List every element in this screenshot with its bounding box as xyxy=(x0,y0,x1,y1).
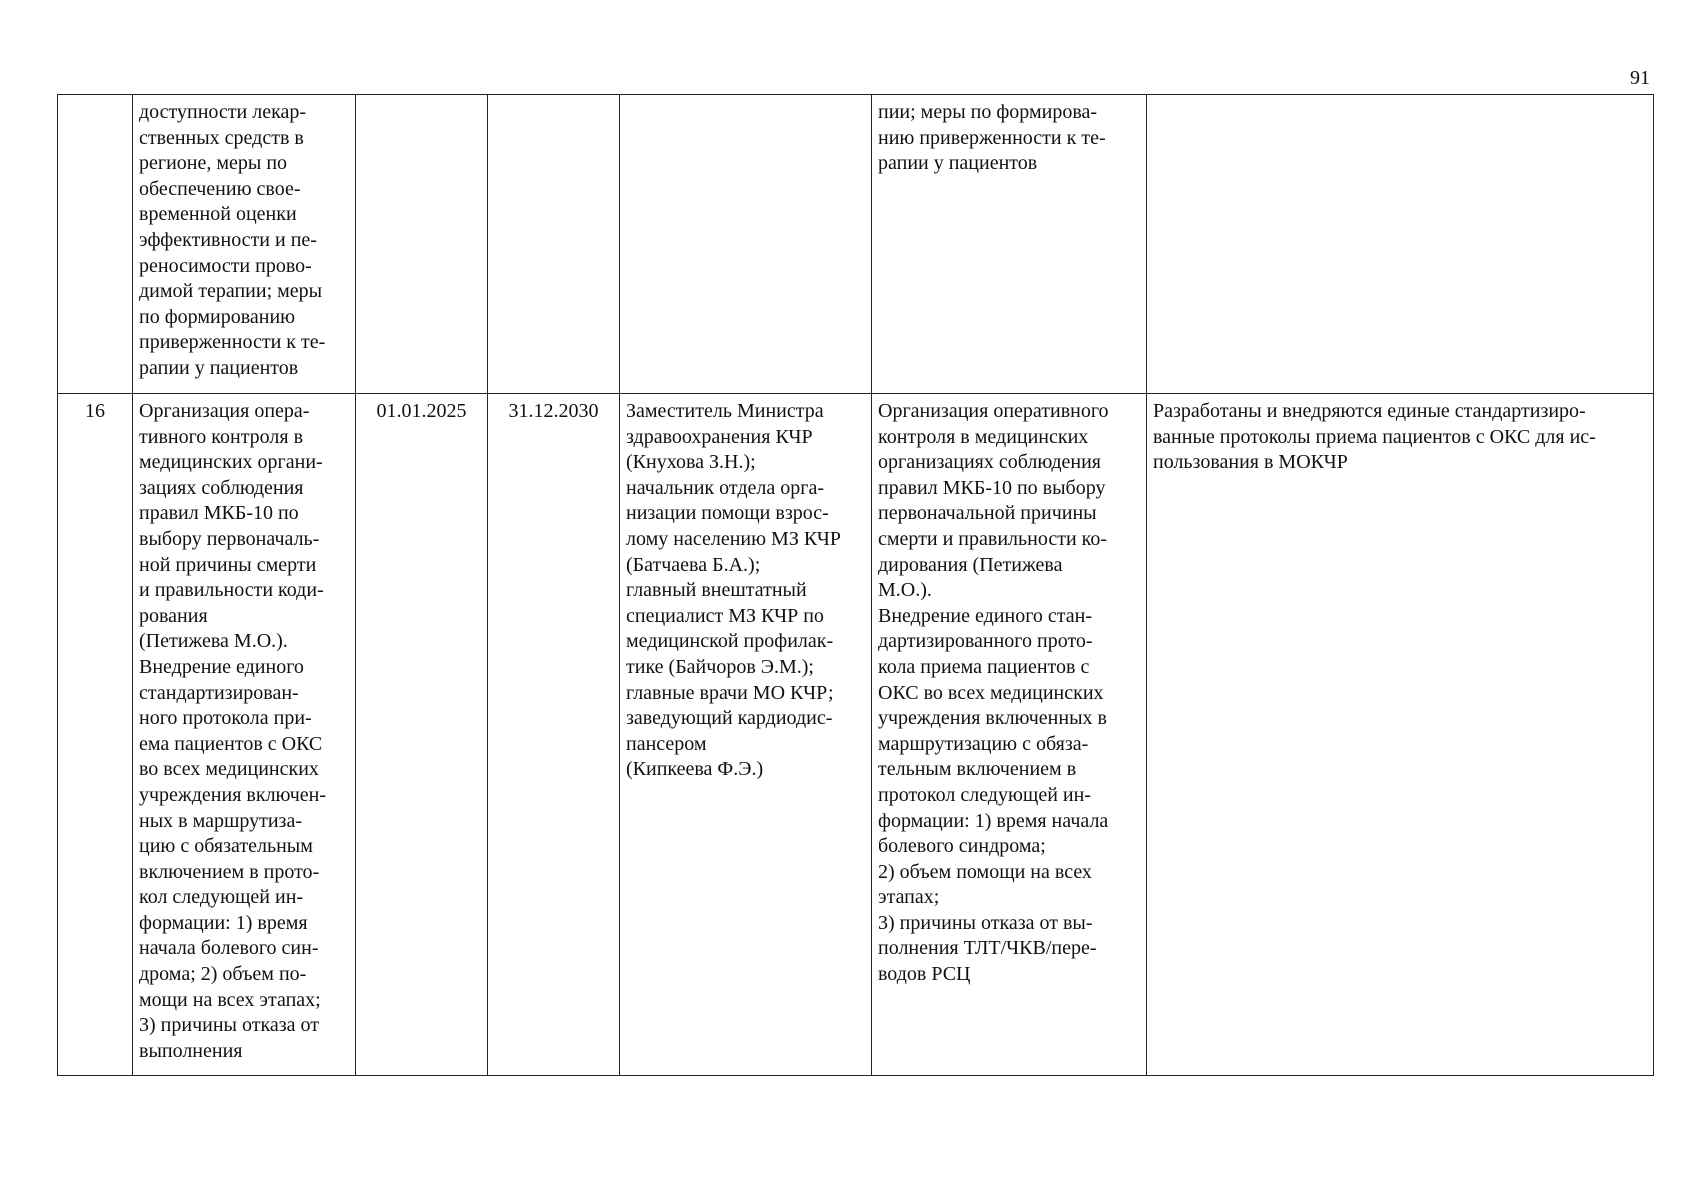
table-row xyxy=(58,95,1654,394)
row-number-cell xyxy=(58,95,133,394)
row-number-cell: 16 xyxy=(58,394,133,1076)
result-cell: Разработаны и внедряются единые стандартизиро- ванные протоколы приема пациентов с ОКС для ис- пользования в МОКЧР xyxy=(1147,394,1654,1076)
start-date-cell xyxy=(356,95,488,394)
responsible-cell: Заместитель Министра здравоохранения КЧР (Кнухова З.Н.); начальник отдела орга- низации помощи взрос- лому населению МЗ КЧР (Батчаева Б.А.); главный внештатный специалист МЗ КЧР по медицинской профилак- тике (Байчоров Э.М.); главные врачи МО КЧР; заведующий кардиодис- пансером (Кипкеева Ф.Э.) xyxy=(620,394,872,1076)
end-date-cell xyxy=(488,95,620,394)
description-cell: пии; меры по формирова- нию приверженности к те- рапии у пациентов xyxy=(872,95,1147,394)
end-date-cell: 31.12.2030 xyxy=(488,394,620,1076)
activity-cell: доступности лекар- ственных средств в регионе, меры по обеспечению свое- временной оценки эффективности и пе- реносимости прово- димой терапии; меры по формированию приверженности к те- рапии у пациентов xyxy=(133,95,356,394)
start-date-cell: 01.01.2025 xyxy=(356,394,488,1076)
responsible-cell xyxy=(620,95,872,394)
table-row xyxy=(58,394,1654,1076)
activity-cell: Организация опера- тивного контроля в медицинских органи- зациях соблюдения правил МКБ-10 по выбору первоначаль- ной причины смерти и правильности коди- рования (Петижева М.О.). Внедрение единого стандартизирован- ного протокола при- ема пациентов с ОКС во всех медицинских учреждения включен- ных в маршрутиза- цию с обязательным включением в прото- кол следующей ин- формации: 1) время начала болевого син- дрома; 2) объем по- мощи на всех этапах; 3) причины отказа от выполнения xyxy=(133,394,356,1076)
measures-table xyxy=(57,94,1654,1076)
result-cell xyxy=(1147,95,1654,394)
description-cell: Организация оперативного контроля в медицинских организациях соблюдения правил МКБ-10 по выбору первоначальной причины смерти и правильности ко- дирования (Петижева М.О.). Внедрение единого стан- дартизированного прото- кола приема пациентов с ОКС во всех медицинских учреждения включенных в маршрутизацию с обяза- тельным включением в протокол следующей ин- формации: 1) время начала болевого синдрома; 2) объем помощи на всех этапах; 3) причины отказа от вы- полнения ТЛТ/ЧКВ/пере- водов РСЦ xyxy=(872,394,1147,1076)
page-number: 91 xyxy=(1630,67,1650,89)
